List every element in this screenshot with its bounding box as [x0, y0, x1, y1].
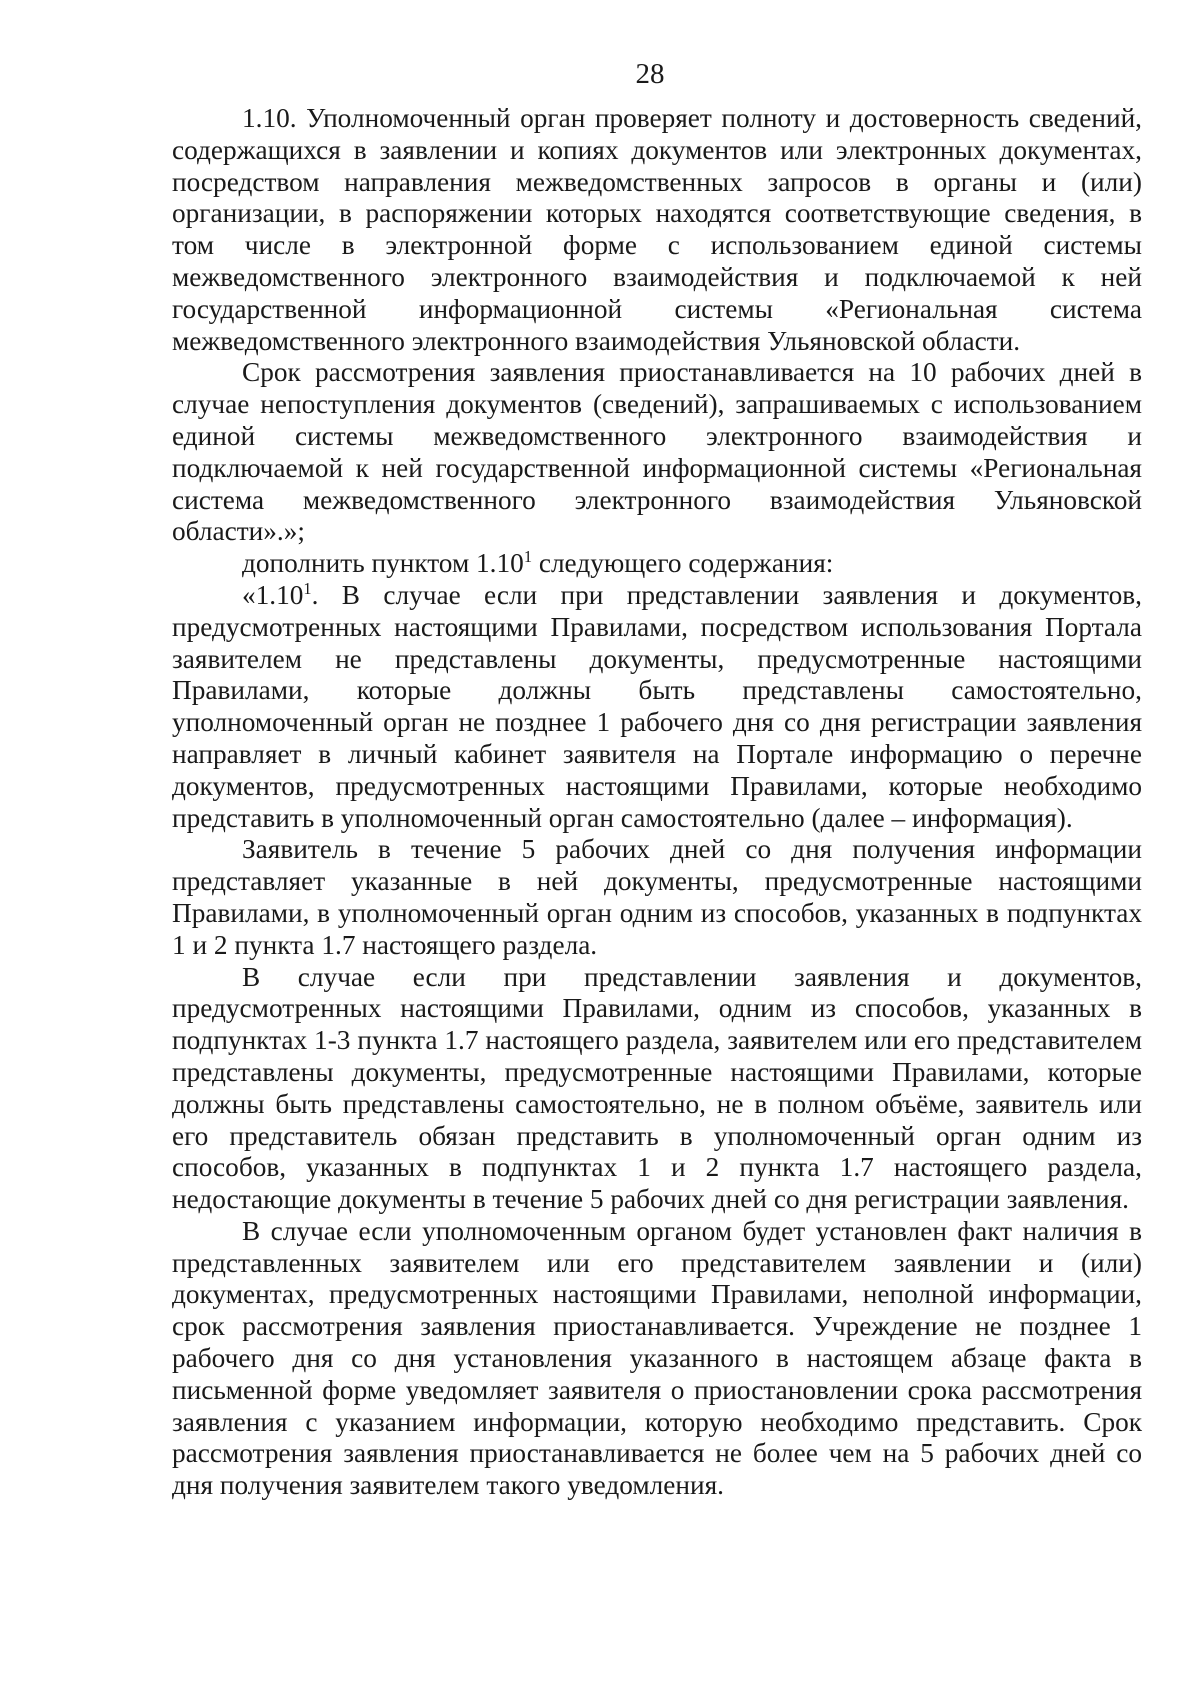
paragraph-text: «1.10 [242, 579, 304, 610]
paragraph-text: дополнить пунктом 1.10 [242, 548, 524, 579]
paragraph-amendment-intro [172, 548, 1142, 580]
paragraph-text: следующего содержания: [532, 548, 834, 579]
page-number: 28 [635, 58, 665, 90]
superscript-index: 1 [523, 547, 532, 567]
document-body [172, 103, 1142, 1502]
paragraph-text: Заявитель в течение 5 рабочих дней со дня получения информации представляет указанные в ней документы, предусмотренные настоящими Правилами, в уполномоченный орган одним из способов, указанных в подпунктах 1 и 2 пункта 1.7 настоящего раздела. [172, 834, 1142, 960]
paragraph-text: 1.10. Уполномоченный орган проверяет полноту и достоверность сведений, содержащихся в заявлении и копиях документов или электронных документах, посредством направления межведомственных запросов в органы и (или) организации, в распоряжении которых находятся соответствующие сведения, в том числе в электронной форме с использованием единой системы межведомственного электронного взаимодействия и подключаемой к ней государственной информационной системы «Региональная система межведомственного электронного взаимодействия Ульяновской области. [172, 103, 1142, 356]
paragraph-text: В случае если при представлении заявления и документов, предусмотренных настоящими Правилами, одним из способов, указанных в подпунктах 1-3 пункта 1.7 настоящего раздела, заявителем или его представителем представлены документы, предусмотренные настоящими Правилами, которые должны быть представлены самостоятельно, не в полном объёме, заявитель или его представитель обязан представить в уполномоченный орган одним из способов, указанных в подпунктах 1 и 2 пункта 1.7 настоящего раздела, недостающие документы в течение 5 рабочих дней со дня регистрации заявления. [172, 961, 1142, 1215]
superscript-index: 1 [303, 578, 312, 598]
paragraph-text: Срок рассмотрения заявления приостанавливается на 10 рабочих дней в случае непоступления документов (сведений), запрашиваемых с использованием единой системы межведомственного электронного взаимодействия и подключаемой к ней государственной информационной системы «Региональная система межведомственного электронного взаимодействия Ульяновской области».»; [172, 357, 1142, 547]
paragraph-incomplete-information [172, 1216, 1142, 1502]
paragraph-text: В случае если уполномоченным органом будет установлен факт наличия в представленных заявителем или его представителем заявлении и (или) документах, предусмотренных настоящими Правилами, неполной информации, срок рассмотрения заявления приостанавливается. Учреждение не позднее 1 рабочего дня со дня установления указанного в настоящем абзаце факта в письменной форме уведомляет заявителя о приостановлении срока рассмотрения заявления с указанием информации, которую необходимо представить. Срок рассмотрения заявления приостанавливается не более чем на 5 рабочих дней со дня получения заявителем такого уведомления. [172, 1215, 1142, 1501]
paragraph-applicant-submission [172, 834, 1142, 961]
paragraph-1-10-1 [172, 580, 1142, 834]
paragraph-suspension-term [172, 357, 1142, 548]
paragraph-1-10 [172, 103, 1142, 357]
paragraph-incomplete-documents [172, 962, 1142, 1216]
paragraph-text: . В случае если при представлении заявления и документов, предусмотренных настоящими Правилами, посредством использования Портала заявителем не представлены документы, предусмотренные настоящими Правилами, которые должны быть представлены самостоятельно, уполномоченный орган не позднее 1 рабочего дня со дня регистрации заявления направляет в личный кабинет заявителя на Портале информацию о перечне документов, предусмотренных настоящими Правилами, которые необходимо представить в уполномоченный орган самостоятельно (далее – информация). [172, 579, 1142, 833]
